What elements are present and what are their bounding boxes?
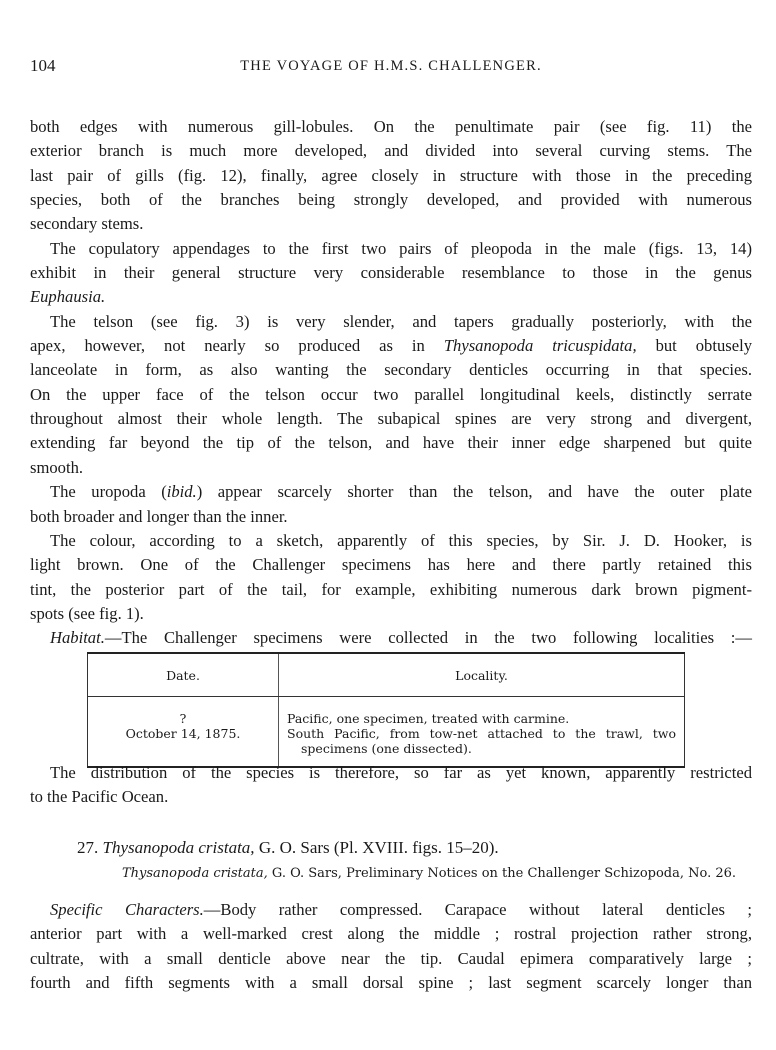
italic-text: Euphausia.	[30, 287, 106, 307]
text-line	[30, 334, 752, 358]
text-line	[30, 431, 752, 455]
text-line	[30, 947, 752, 971]
body-text	[30, 115, 752, 651]
text-run: exterior branch is much more developed, and divided into several curving stems. The	[30, 141, 752, 161]
text-line	[30, 188, 752, 212]
italic-text: Specific Characters.	[50, 900, 204, 919]
date-value: October 14, 1875.	[125, 726, 241, 741]
text-run: last pair of gills (fig. 12), finally, agree closely in structure with those in the preceding	[30, 165, 752, 185]
date-value: ?	[179, 711, 187, 726]
text-run: extending far beyond the tip of the telson, and have their inner edge sharpened but quite	[30, 433, 752, 453]
text-line	[30, 261, 752, 285]
text-run: smooth.	[30, 457, 84, 477]
text-run: spots (see fig. 1).	[30, 603, 144, 623]
column-header-locality: Locality.	[279, 653, 685, 697]
text-run: lanceolate in form, as also wanting the secondary denticles occurring in that species.	[30, 360, 752, 380]
text-line	[30, 164, 752, 188]
text-run: throughout almost their whole length. The subapical spines are very strong and divergent,	[30, 409, 752, 429]
text-run: The telson (see fig. 3) is very slender, and tapers gradually posteriorly, with the	[50, 311, 752, 331]
text-line	[30, 237, 752, 261]
text-run: light brown. One of the Challenger specimens has here and there partly retained this	[30, 555, 752, 575]
text-line	[30, 407, 752, 431]
text-line	[30, 578, 752, 602]
column-header-date: Date.	[88, 653, 279, 697]
text-run: exhibit in their general structure very considerable resemblance to those in the genus	[30, 263, 752, 283]
text-run: species, both of the branches being strongly developed, and provided with numerous	[30, 190, 752, 210]
text-run: cultrate, with a small denticle above near the tip. Caudal epimera comparatively large ;	[30, 948, 752, 968]
text-run: —The Challenger specimens were collected in the two following localities :—	[104, 628, 752, 648]
text-line	[30, 971, 752, 995]
text-line	[30, 358, 752, 382]
text-line	[30, 898, 752, 922]
text-line	[30, 922, 752, 946]
text-line	[30, 310, 752, 334]
text-line	[30, 456, 752, 480]
text-run: fourth and fifth segments with a small dorsal spine ; last segment scarcely longer than	[30, 973, 752, 993]
species-number: 27.	[77, 838, 103, 857]
table-row	[88, 697, 685, 768]
text-run: The uropoda (	[50, 482, 167, 502]
running-title: THE VOYAGE OF H.M.S. CHALLENGER.	[240, 58, 542, 74]
text-line	[30, 383, 752, 407]
text-run: both broader and longer than the inner.	[30, 506, 288, 526]
text-line	[30, 115, 752, 139]
page-number: 104	[30, 56, 56, 75]
italic-text: Thysanopoda tricuspidata,	[443, 336, 637, 356]
species-authority: G. O. Sars (Pl. XVIII. figs. 15–20).	[254, 838, 499, 857]
text-line	[30, 602, 752, 626]
text-run: —Body rather compressed. Carapace without lateral denticles ;	[203, 900, 752, 919]
running-header	[30, 56, 752, 78]
citation-name: Thysanopoda cristata,	[122, 866, 268, 881]
text-line	[30, 285, 752, 309]
text-line	[30, 761, 752, 785]
text-run: The copulatory appendages to the first two pairs of pleopoda in the male (figs. 13, 14)	[50, 238, 752, 258]
locality-cell	[279, 697, 685, 768]
text-line	[30, 480, 752, 504]
locality-value: South Pacific, from tow-net attached to the trawl, two specimens (one dissected).	[287, 726, 676, 756]
text-line	[30, 212, 752, 236]
text-run: but obtusely	[636, 336, 752, 356]
synonymy-citation	[122, 866, 736, 881]
citation-reference: G. O. Sars, Preliminary Notices on the Challenger Schizopoda, No. 26.	[267, 866, 737, 881]
species-heading	[77, 838, 499, 858]
text-line	[30, 553, 752, 577]
italic-text: ibid.	[166, 482, 197, 502]
text-line	[30, 626, 752, 650]
localities-table	[87, 652, 685, 768]
text-run: On the upper face of the telson occur two parallel longitudinal keels, distinctly serrate	[30, 384, 752, 404]
date-cell	[88, 697, 279, 768]
text-line	[30, 505, 752, 529]
text-run: The distribution of the species is therefore, so far as yet known, apparently restricted	[50, 763, 752, 782]
text-run: tint, the posterior part of the tail, for example, exhibiting numerous dark brown pigment-	[30, 579, 752, 599]
species-name: Thysanopoda cristata,	[102, 838, 255, 857]
text-run: anterior part with a well-marked crest along the middle ; rostral projection rather strong,	[30, 924, 752, 944]
locality-value: Pacific, one specimen, treated with carmine.	[287, 711, 570, 726]
distribution-text	[30, 761, 752, 810]
italic-text: Habitat.	[50, 628, 105, 648]
text-run: apex, however, not nearly so produced as in	[30, 336, 444, 356]
text-line	[30, 785, 752, 809]
text-run: ) appear scarcely shorter than the telson, and have the outer plate	[196, 482, 753, 502]
text-run: to the Pacific Ocean.	[30, 787, 169, 807]
text-line	[30, 139, 752, 163]
text-run: both edges with numerous gill-lobules. On the penultimate pair (see fig. 11) the	[30, 117, 752, 136]
specific-characters-text	[30, 898, 752, 995]
text-run: secondary stems.	[30, 214, 144, 234]
text-line	[30, 529, 752, 553]
text-run: The colour, according to a sketch, apparently of this species, by Sir. J. D. Hooker, is	[50, 530, 752, 550]
